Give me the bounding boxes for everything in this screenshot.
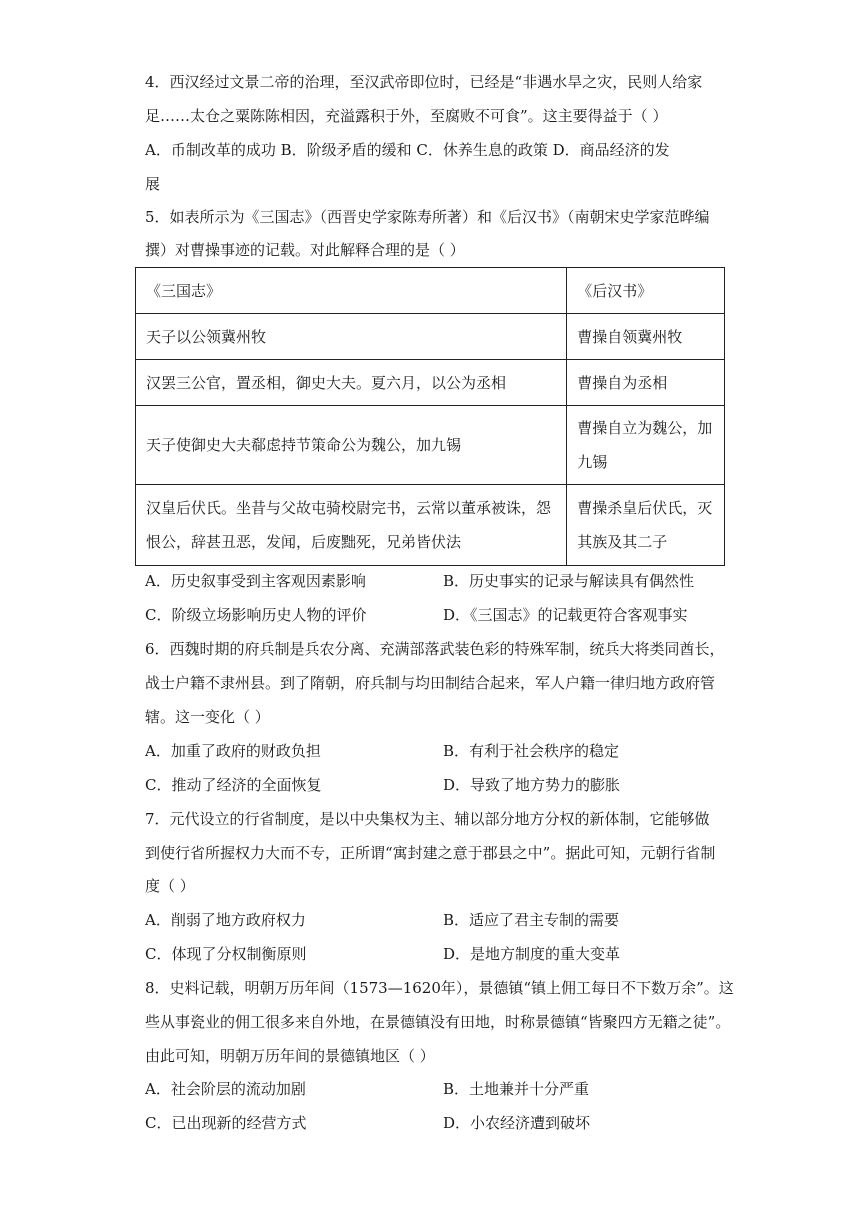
table-cell: 曹操自立为魏公，加 九锡: [567, 406, 725, 485]
q8-option-b[interactable]: B．土地兼并十分严重: [443, 1080, 590, 1098]
q6-stem-line-1: 6．西魏时期的府兵制是兵农分离、充满部落武装色彩的特殊军制，统兵大将类同酋长，: [145, 640, 725, 658]
table-cell: 汉罢三公官，置丞相，御史大夫。夏六月，以公为丞相: [136, 360, 567, 406]
q4-options-line: A．币制改革的成功 B．阶级矛盾的缓和 C．休养生息的政策 D．商品经济的发: [145, 141, 670, 159]
q8-stem-line-1: 8．史料记载，明朝万历年间（1573—1620年），景德镇“镇上佣工每日不下数万余”。这: [145, 979, 734, 997]
q4-options-continuation: 展: [145, 175, 161, 193]
q6-option-b[interactable]: B．有利于社会秩序的稳定: [443, 742, 620, 760]
table-cell: 曹操杀皇后伏氏，灭 其族及其二子: [567, 485, 725, 566]
q7-option-a[interactable]: A．削弱了地方政府权力: [145, 911, 306, 929]
q6-option-c[interactable]: C．推动了经济的全面恢复: [145, 776, 322, 794]
table-row: [136, 360, 725, 406]
q4-stem-line-2: 足……太仓之粟陈陈相因，充溢露积于外，至腐败不可食”。这主要得益于（ ）: [145, 107, 668, 125]
q7-option-b[interactable]: B．适应了君主专制的需要: [443, 911, 620, 929]
q8-stem-line-3: 由此可知，明朝万历年间的景德镇地区（ ）: [145, 1047, 435, 1065]
q6-option-d[interactable]: D．导致了地方势力的膨胀: [443, 776, 621, 794]
q5-stem-line-2: 撰）对曹操事迹的记载。对此解释合理的是（ ）: [145, 241, 465, 259]
table-cell: 曹操自领冀州牧: [567, 314, 725, 360]
q6-stem-line-3: 辖。这一变化（ ）: [145, 708, 270, 726]
q8-option-a[interactable]: A．社会阶层的流动加剧: [145, 1080, 306, 1098]
table-row: [136, 314, 725, 360]
table-header-houhanshu: 《后汉书》: [567, 268, 725, 314]
q7-stem-line-2: 到使行省所握权力大而不专，正所谓“寓封建之意于郡县之中”。据此可知，元朝行省制: [145, 844, 716, 862]
table-cell: 天子以公领冀州牧: [136, 314, 567, 360]
table-cell: 曹操自为丞相: [567, 360, 725, 406]
table-cell: 汉皇后伏氏。坐昔与父故屯骑校尉完书，云常以董承被诛，怨 恨公，辞甚丑恶，发闻，后废黜死，兄弟皆伏法: [136, 485, 567, 566]
q7-stem-line-3: 度（ ）: [145, 877, 195, 895]
q5-source-table: [135, 267, 725, 566]
q7-option-c[interactable]: C．体现了分权制衡原则: [145, 945, 307, 963]
q5-option-a[interactable]: A．历史叙事受到主客观因素影响: [145, 572, 366, 590]
table-row: [136, 485, 725, 566]
q6-stem-line-2: 战士户籍不隶州县。到了隋朝，府兵制与均田制结合起来，军人户籍一律归地方政府管: [145, 674, 716, 692]
table-header-row: [136, 268, 725, 314]
table-header-sanguozhi: 《三国志》: [136, 268, 567, 314]
q7-option-d[interactable]: D．是地方制度的重大变革: [443, 945, 621, 963]
q4-stem-line-1: 4．西汉经过文景二帝的治理，至汉武帝即位时，已经是“非遇水旱之灾，民则人给家: [145, 73, 703, 91]
q5-option-c[interactable]: C．阶级立场影响历史人物的评价: [145, 606, 367, 624]
q8-option-d[interactable]: D．小农经济遭到破坏: [443, 1114, 591, 1132]
q5-option-b[interactable]: B．历史事实的记录与解读具有偶然性: [443, 572, 695, 590]
q5-option-d[interactable]: D．《三国志》的记载更符合客观事实: [443, 606, 688, 624]
table-row: [136, 406, 725, 485]
q8-option-c[interactable]: C．已出现新的经营方式: [145, 1114, 307, 1132]
q6-option-a[interactable]: A．加重了政府的财政负担: [145, 742, 321, 760]
table-cell: 天子使御史大夫郗虑持节策命公为魏公，加九锡: [136, 406, 567, 485]
q8-stem-line-2: 些从事瓷业的佣工很多来自外地，在景德镇没有田地，时称景德镇“皆聚四方无籍之徒”。: [145, 1013, 731, 1031]
q5-stem-line-1: 5．如表所示为《三国志》（西晋史学家陈寿所著）和《后汉书》（南朝宋史学家范晔编: [145, 208, 710, 226]
q7-stem-line-1: 7．元代设立的行省制度，是以中央集权为主、辅以部分地方分权的新体制，它能够做: [145, 810, 710, 828]
